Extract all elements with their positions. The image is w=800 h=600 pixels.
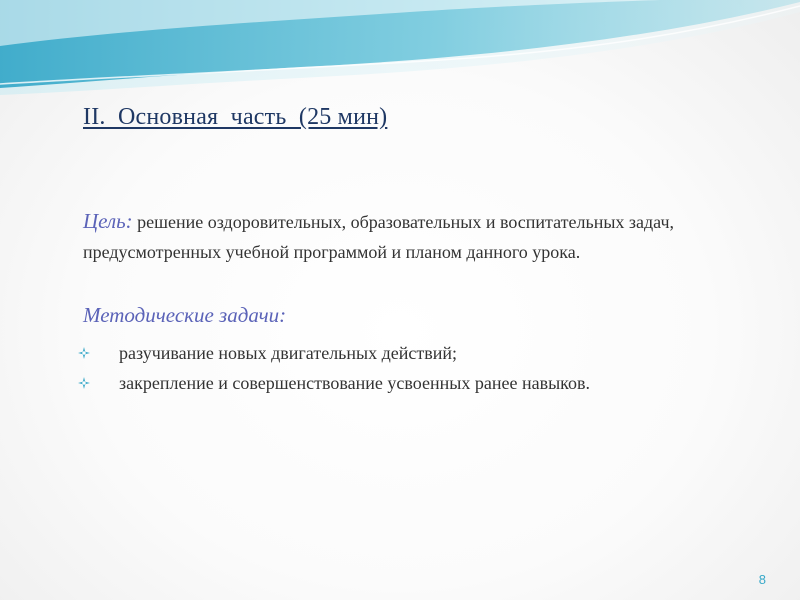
slide-title: II. Основная часть (25 мин) <box>83 104 388 130</box>
list-item-text: закрепление и совершенствование усвоенных ранее навыков. <box>119 373 590 393</box>
tasks-heading: Методические задачи: <box>83 303 287 327</box>
goal-text: решение оздоровительных, образовательных и воспитательных задач, предусмотренных учебной программой и планом данного урока. <box>83 212 674 262</box>
header-wave-decoration <box>0 0 800 110</box>
list-item <box>78 338 590 368</box>
diamond-bullet-icon <box>78 377 90 389</box>
goal-label: Цель: <box>83 209 133 233</box>
goal-paragraph <box>83 206 783 267</box>
page-number: 8 <box>758 572 766 587</box>
tasks-list <box>78 338 590 398</box>
list-item <box>78 368 590 398</box>
list-item-text: разучивание новых двигательных действий; <box>119 343 458 363</box>
diamond-bullet-icon <box>78 347 90 359</box>
